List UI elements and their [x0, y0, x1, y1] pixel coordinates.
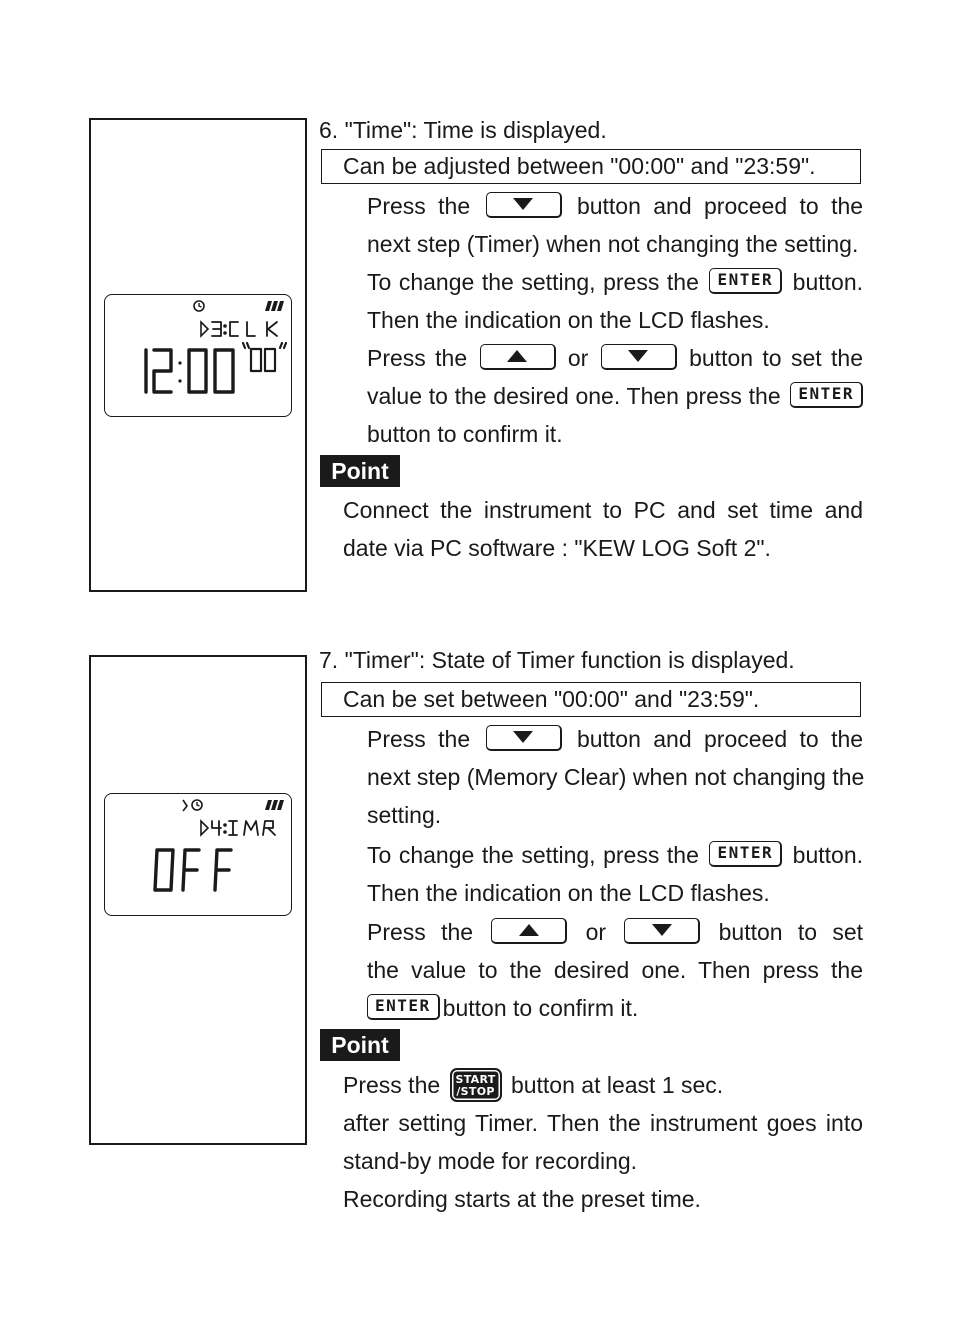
- instruction-line: ENTER button to confirm it.: [367, 989, 863, 1027]
- point-note-time: [343, 491, 863, 567]
- point-label-time: Point: [320, 455, 400, 487]
- down-button[interactable]: [486, 192, 562, 218]
- lcd-illustration-panel-time: [89, 118, 307, 592]
- indicator-arrow-icon: [201, 322, 208, 336]
- triangle-up-icon: [507, 350, 527, 362]
- enter-button[interactable]: ENTER: [709, 841, 782, 867]
- instructions-time: [367, 187, 863, 453]
- instruction-line: To change the setting, press the ENTER button.: [367, 842, 864, 868]
- triangle-down-icon: [513, 198, 533, 210]
- instruction-line: Then the indication on the LCD flashes.: [367, 880, 770, 906]
- lcd-display-timer: [104, 793, 292, 916]
- triangle-down-icon: [652, 924, 672, 936]
- start-stop-button[interactable]: START /STOP: [450, 1068, 502, 1102]
- note-line: date via PC software : "KEW LOG Soft 2".: [343, 535, 771, 561]
- instructions-timer: [367, 720, 863, 1027]
- instruction-line: Press the button and proceed to the: [367, 193, 864, 219]
- battery-icon: [265, 800, 284, 810]
- triangle-down-icon: [513, 731, 533, 743]
- instruction-line: Press the button and proceed to the: [367, 726, 864, 752]
- triangle-down-icon: [628, 350, 648, 362]
- step-title-time: 6. "Time": Time is displayed.: [319, 117, 607, 143]
- point-label-timer: Point: [320, 1029, 400, 1061]
- instruction-line: the value to the desired one. Then press the: [367, 957, 863, 983]
- lcd-display-time: [104, 294, 292, 417]
- point-note-timer: [343, 1066, 863, 1218]
- timer-icon: [183, 800, 202, 811]
- instruction-line: Press the or button to set the: [367, 345, 863, 371]
- note-line: Connect the instrument to PC and set time and: [343, 497, 863, 523]
- instruction-line: Press the or button to set: [367, 919, 863, 945]
- enter-button[interactable]: ENTER: [790, 382, 863, 408]
- indicator-arrow-icon: [201, 821, 208, 835]
- lcd-illustration-panel-timer: [89, 655, 307, 1145]
- instruction-line: next step (Memory Clear) when not changing the: [367, 764, 865, 790]
- down-button[interactable]: [601, 344, 677, 370]
- range-note-time: Can be adjusted between "00:00" and "23:59".: [321, 149, 861, 184]
- enter-button[interactable]: ENTER: [709, 268, 782, 294]
- note-line: after setting Timer. Then the instrument goes into: [343, 1110, 863, 1136]
- battery-icon: [265, 301, 284, 311]
- instruction-line: Then the indication on the LCD flashes.: [367, 307, 770, 333]
- instruction-line: setting.: [367, 802, 442, 828]
- note-line: stand-by mode for recording.: [343, 1148, 638, 1174]
- step-title-timer: 7. "Timer": State of Timer function is displayed.: [319, 647, 795, 673]
- up-button[interactable]: [480, 344, 556, 370]
- up-button[interactable]: [491, 918, 567, 944]
- instruction-line: value to the desired one. Then press the ENTER: [367, 377, 863, 415]
- note-line: Press the START /STOP button at least 1 sec.: [343, 1066, 863, 1104]
- note-line: Recording starts at the preset time.: [343, 1186, 701, 1212]
- down-button[interactable]: [486, 725, 562, 751]
- instruction-line: To change the setting, press the ENTER button.: [367, 269, 864, 295]
- enter-button[interactable]: ENTER: [367, 994, 440, 1020]
- instruction-line: button to confirm it.: [367, 421, 563, 447]
- instruction-line: next step (Timer) when not changing the setting.: [367, 231, 859, 257]
- range-note-timer: Can be set between "00:00" and "23:59".: [321, 682, 861, 717]
- triangle-up-icon: [519, 924, 539, 936]
- clock-icon: [194, 301, 204, 311]
- down-button[interactable]: [624, 918, 700, 944]
